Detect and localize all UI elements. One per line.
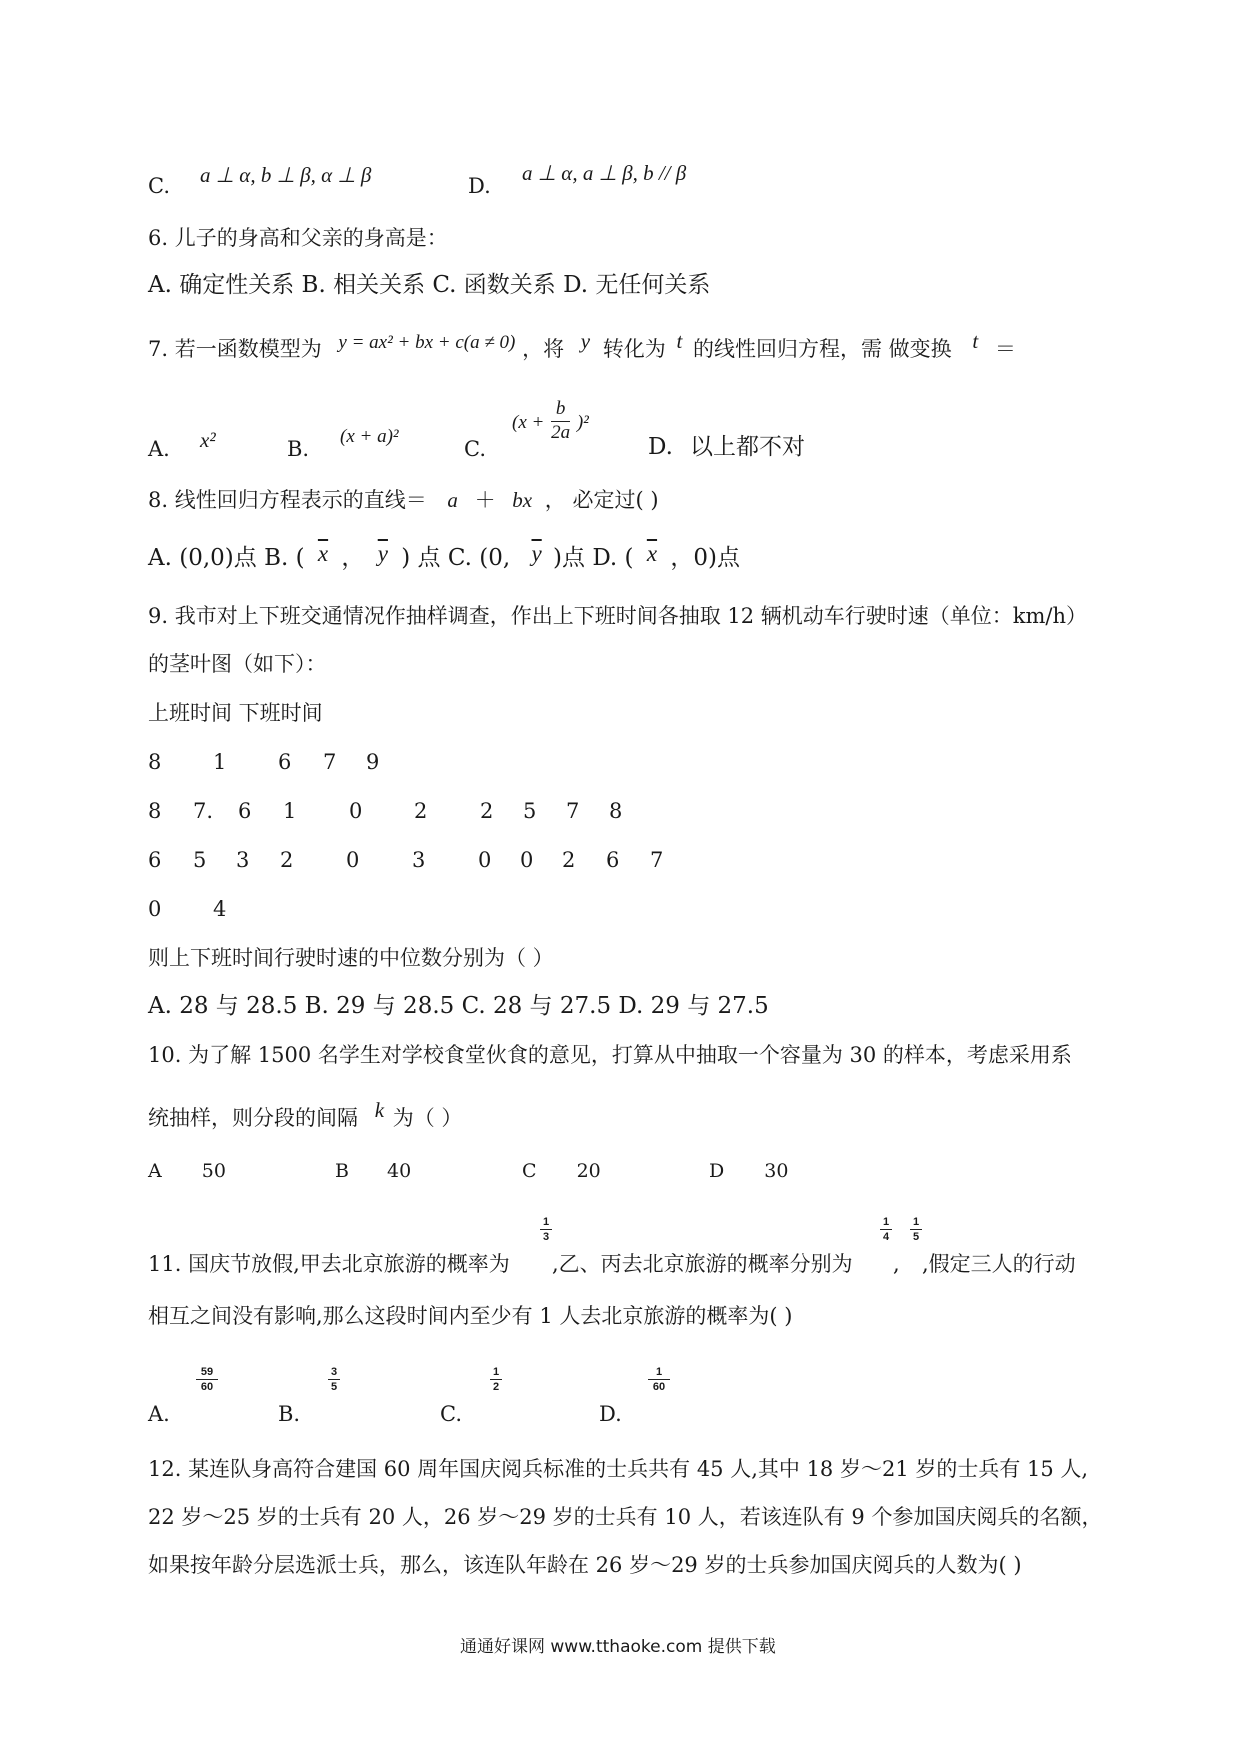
q7-option-c-label: C. [464,437,486,461]
q11-stem-2: 相互之间没有影响,那么这段时间内至少有 1 人去北京旅游的概率为( ) [148,1304,793,1328]
q7-stem-d: 的线性回归方程，需 做变换 [693,337,952,361]
q10-option-a-value: 50 [201,1160,226,1182]
q7-stem [148,329,1016,363]
q11-stem-c: ,假定三人的行动 [922,1252,1076,1276]
fraction-denominator: 60 [652,1381,666,1394]
q11-option-d-fraction [648,1366,670,1393]
q11-option-c-fraction [490,1366,502,1393]
q5-option-c-formula: a ⊥ α, b ⊥ β, α ⊥ β [200,163,372,187]
q10-var-k: k [374,1098,385,1122]
stem-leaf-cell: 2 [280,848,294,872]
q12-line-2: 22 岁～25 岁的士兵有 20 人，26 岁～29 岁的士兵有 10 人，若该连队有 9 个参加国庆阅兵的名额， [148,1505,1103,1529]
fraction-numerator: 1 [655,1366,663,1378]
q10-stem-2b: 为（ ） [392,1106,463,1130]
q10-option-c [522,1160,601,1183]
fraction-denominator: 5 [912,1231,920,1244]
q7-c-denominator: 2a [551,421,571,443]
stem-leaf-cell: 5 [193,848,207,872]
q11-option-c-label: C. [440,1402,462,1426]
q8-stem-a: 8. 线性回归方程表示的直线＝ [148,488,427,512]
q7-option-a-value: x² [200,428,216,452]
stem-leaf-cell: 5 [523,799,537,823]
stem-leaf-cell: 1 [283,799,297,823]
fraction-numerator: 1 [542,1216,550,1228]
stem-leaf-cell: 6 [238,799,252,823]
stem-leaf-cell: 0 [520,848,534,872]
q8-options-c: )点 D. ( [553,545,634,571]
q10-option-c-value: 20 [576,1160,601,1182]
q7-c-fraction [551,398,570,445]
page-footer: 通通好课网 www.tthaoke.com 提供下载 [460,1637,776,1657]
q11-option-d-label: D. [599,1402,622,1426]
q6-stem: 6. 儿子的身高和父亲的身高是： [148,226,448,250]
stem-leaf-cell: 7 [566,799,580,823]
q10-option-a [148,1160,226,1183]
q9-stem-2: 的茎叶图（如下）： [148,652,327,676]
stem-leaf-cell: 3 [412,848,426,872]
q11-option-a-fraction [196,1366,218,1393]
q7-stem-e: ＝ [994,337,1016,361]
q9-stem-1: 9. 我市对上下班交通情况作抽样调查，作出上下班时间各抽取 12 辆机动车行驶时速（单位：km/h） [148,604,1088,628]
stem-leaf-cell: 7 [650,848,664,872]
q8-options-b: ) 点 C. (0, [401,545,511,571]
q8-comma-1: ， [341,545,365,571]
fraction-denominator: 5 [330,1381,338,1394]
q9-stem-leaf-header: 上班时间 下班时间 [148,701,323,725]
stem-leaf-cell: 4 [213,897,227,921]
q7-option-c-value [512,398,589,445]
q11-option-b-fraction [328,1366,340,1393]
q8-xbar-2: $\overline{x}$ [646,541,658,566]
q11-separator: , [893,1252,900,1276]
stem-leaf-cell: 2 [562,848,576,872]
stem-leaf-cell: 0 [346,848,360,872]
q7-option-d-value: 以上都不对 [690,434,805,460]
stem-leaf-cell: 1 [213,750,227,774]
q7-model-formula: y = ax² + bx + c(a ≠ 0) [338,332,516,353]
q10-stem-2 [148,1098,463,1131]
q11-fraction-3 [910,1216,922,1243]
stem-leaf-cell: 6 [278,750,292,774]
q11-option-a-label: A. [148,1402,170,1426]
stem-leaf-cell: 8 [609,799,623,823]
q11-fraction-1 [540,1216,552,1243]
stem-leaf-cell: 6 [148,848,162,872]
q5-option-d-formula: a ⊥ α, a ⊥ β, b // β [522,161,687,185]
q11-stem-a: 11. 国庆节放假,甲去北京旅游的概率为 [148,1252,510,1276]
q8-ybar-2: $\overline{y}$ [531,541,542,566]
q10-option-d-label: D [709,1160,725,1182]
q7-c-numerator: b [555,398,566,419]
q9-options: A. 28 与 28.5 B. 29 与 28.5 C. 28 与 27.5 D. 29 与 27.5 [148,993,769,1019]
q8-options-a: A. (0,0)点 B. ( [148,545,305,571]
q6-options: A. 确定性关系 B. 相关关系 C. 函数关系 D. 无任何关系 [148,272,711,298]
q10-option-b-label: B [335,1160,349,1182]
q11-stem-b: ,乙、丙去北京旅游的概率分别为 [552,1252,853,1276]
q8-term-a: a [447,488,458,512]
q10-stem-1: 10. 为了解 1500 名学生对学校食堂伙食的意见，打算从中抽取一个容量为 30 的样本，考虑采用系 [148,1043,1072,1067]
q12-line-1: 12. 某连队身高符合建国 60 周年国庆阅兵标准的士兵共有 45 人,其中 18 岁～21 岁的士兵有 15 人, [148,1457,1089,1481]
stem-leaf-cell: 8 [148,750,162,774]
q10-option-a-label: A [148,1160,162,1182]
stem-leaf-cell: 2 [480,799,494,823]
q8-xbar-1: $\overline{x}$ [317,541,329,566]
q10-stem-2a: 统抽样，则分段的间隔 [148,1106,358,1130]
stem-leaf-cell: 0 [148,897,162,921]
q9-question: 则上下班时间行驶时速的中位数分别为（ ） [148,946,554,970]
q10-option-b [335,1160,411,1183]
q10-option-b-value: 40 [387,1160,412,1182]
fraction-numerator: 59 [200,1366,214,1378]
q10-option-c-label: C [522,1160,537,1182]
fraction-numerator: 3 [330,1366,338,1378]
q7-option-d-label: D. [648,434,673,460]
q7-stem-a: 7. 若一函数模型为 [148,337,322,361]
q10-option-d-value: 30 [764,1160,789,1182]
fraction-denominator: 3 [542,1231,550,1244]
q7-c-close: )² [576,412,589,433]
q7-var-y: y [580,329,591,353]
q10-option-d [709,1160,788,1183]
q8-stem-b: ， 必定过( ) [544,488,659,512]
q8-plus: ＋ [474,488,496,512]
fraction-numerator: 1 [882,1216,890,1228]
q7-stem-c: 转化为 [602,337,666,361]
q7-var-t2: t [972,329,979,353]
q7-c-open: (x + [512,412,545,433]
q7-option-b-value: (x + a)² [340,426,399,447]
q8-term-bx: bx [512,488,533,512]
q12-line-3: 如果按年龄分层选派士兵，那么，该连队年龄在 26 岁～29 岁的士兵参加国庆阅兵的人数为( ) [148,1553,1022,1577]
q8-options [148,541,740,573]
q11-fraction-2 [880,1216,892,1243]
q7-option-a-label: A. [148,437,170,461]
q7-var-t: t [676,329,683,353]
stem-leaf-cell: 8 [148,799,162,823]
fraction-numerator: 1 [912,1216,920,1228]
stem-leaf-cell: 0 [349,799,363,823]
fraction-numerator: 1 [492,1366,500,1378]
stem-leaf-cell: 2 [414,799,428,823]
stem-leaf-cell: 9 [366,750,380,774]
fraction-denominator: 4 [882,1231,890,1244]
q5-option-d-label: D. [468,174,491,198]
q11-option-b-label: B. [278,1402,301,1426]
fraction-denominator: 60 [200,1381,214,1394]
q7-option-b-label: B. [287,437,310,461]
stem-leaf-cell: 0 [478,848,492,872]
stem-leaf-cell: 3 [236,848,250,872]
q7-stem-b: ，将 [522,337,565,361]
fraction-denominator: 2 [492,1381,500,1394]
q8-ybar-1: $\overline{y}$ [377,541,388,566]
q5-option-c-label: C. [148,174,170,198]
stem-leaf-cell: 7. [193,799,214,823]
q8-stem [148,488,659,513]
stem-leaf-cell: 6 [606,848,620,872]
q8-options-d: ，0)点 [670,545,740,571]
stem-leaf-cell: 7 [323,750,337,774]
